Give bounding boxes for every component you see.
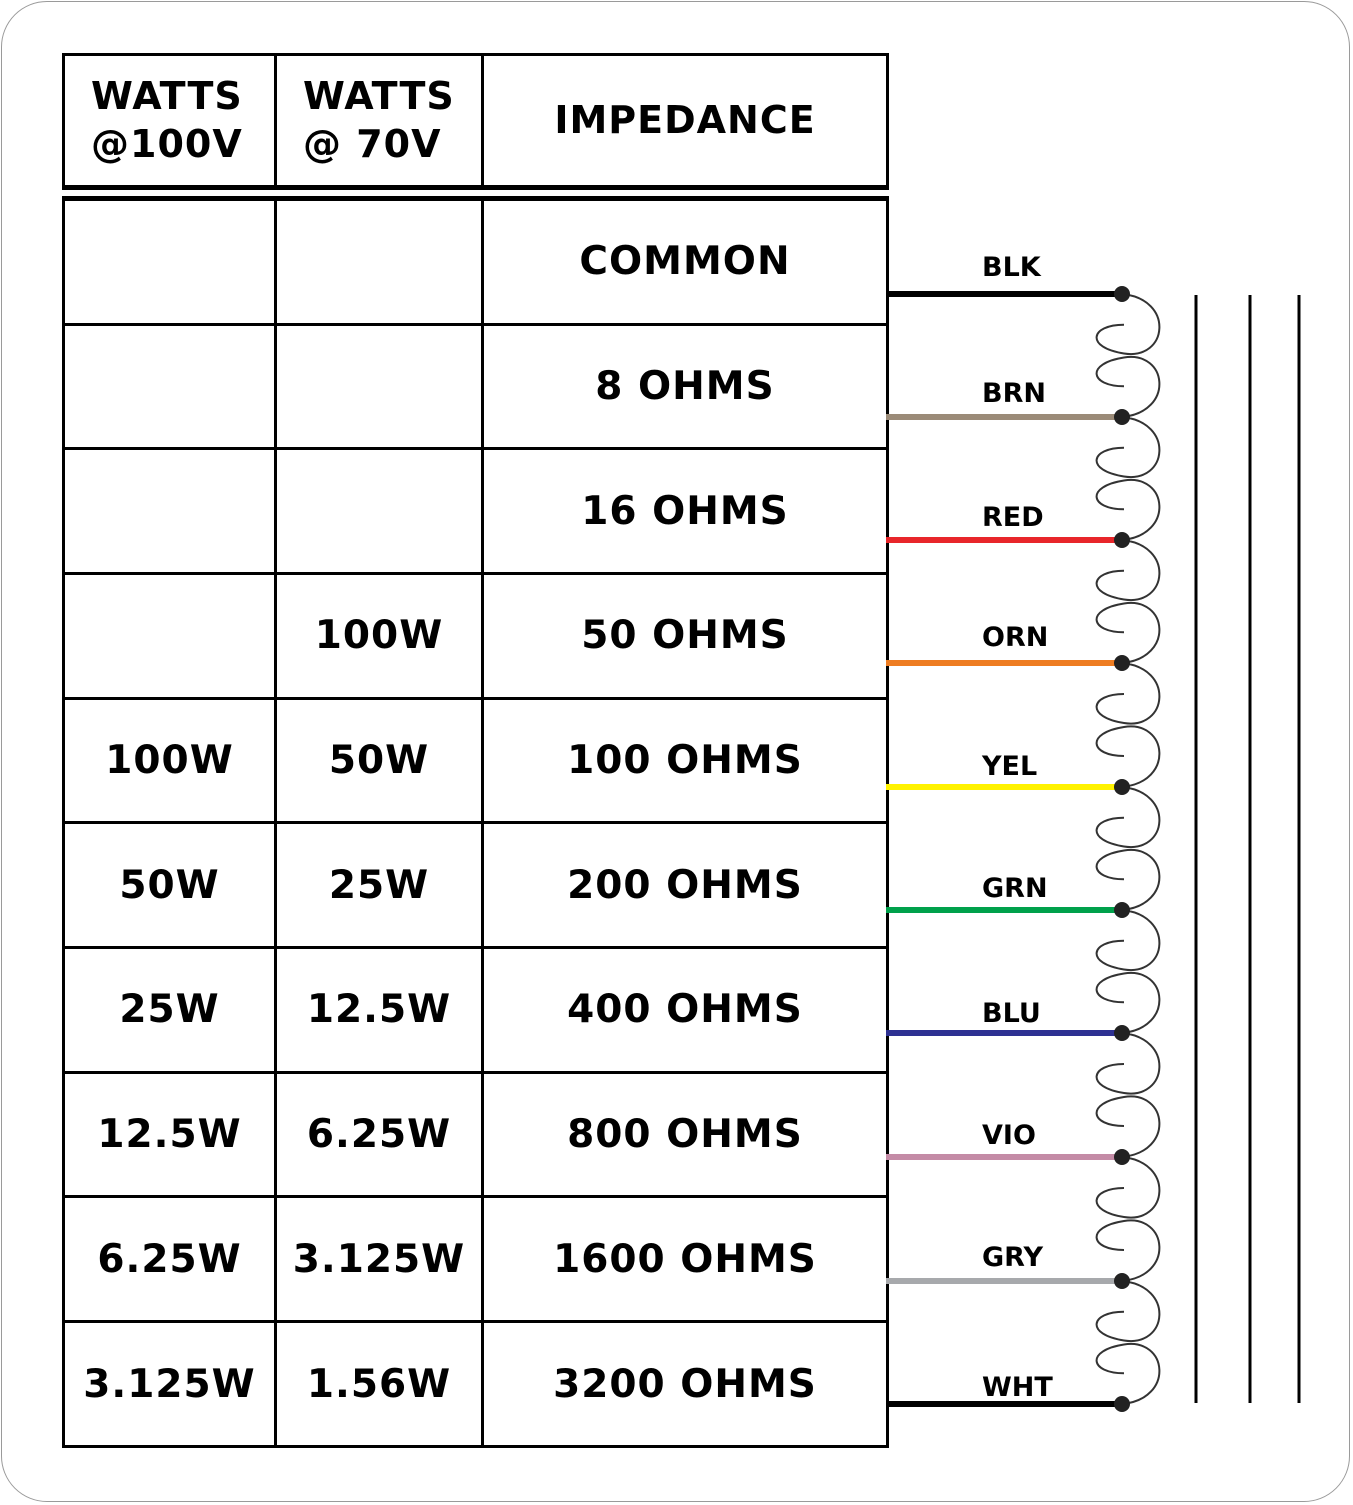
wire-label: GRY bbox=[982, 1242, 1044, 1273]
cell-impedance: 1600 OHMS bbox=[483, 1197, 888, 1322]
terminal-dot bbox=[1114, 902, 1130, 918]
cell-impedance: 50 OHMS bbox=[483, 573, 888, 698]
cell-w100: 100W bbox=[64, 698, 276, 823]
cell-w70: 50W bbox=[276, 698, 483, 823]
cell-w70: 1.56W bbox=[276, 1322, 483, 1447]
cell-impedance: 800 OHMS bbox=[483, 1072, 888, 1197]
cell-w100: 6.25W bbox=[64, 1197, 276, 1322]
wire-label: BRN bbox=[982, 378, 1046, 409]
cell-w70: 6.25W bbox=[276, 1072, 483, 1197]
header-watts-70v-line2: @ 70V bbox=[303, 122, 442, 167]
terminal-dot bbox=[1114, 1149, 1130, 1165]
cell-impedance: COMMON bbox=[483, 193, 888, 324]
terminal-dot bbox=[1114, 779, 1130, 795]
wire-label: BLK bbox=[982, 252, 1041, 283]
transformer-core bbox=[1196, 295, 1299, 1403]
cell-w70: 25W bbox=[276, 823, 483, 948]
cell-impedance: 16 OHMS bbox=[483, 449, 888, 574]
terminal-dot bbox=[1114, 1025, 1130, 1041]
terminal-dot bbox=[1114, 286, 1130, 302]
wire-label: WHT bbox=[982, 1372, 1053, 1403]
cell-w100: 12.5W bbox=[64, 1072, 276, 1197]
terminal-dot bbox=[1114, 409, 1130, 425]
header-watts-100v-line2: @100V bbox=[91, 122, 243, 167]
cell-w100: 25W bbox=[64, 948, 276, 1073]
cell-impedance: 400 OHMS bbox=[483, 948, 888, 1073]
cell-w70: 3.125W bbox=[276, 1197, 483, 1322]
wire-label: GRN bbox=[982, 873, 1048, 904]
transformer-coil bbox=[1097, 294, 1160, 1404]
cell-w70: 100W bbox=[276, 573, 483, 698]
wire-label: RED bbox=[982, 502, 1044, 533]
header-watts-70v-line1: WATTS bbox=[303, 74, 455, 119]
terminal-dot bbox=[1114, 1273, 1130, 1289]
cell-impedance: 8 OHMS bbox=[483, 324, 888, 449]
cell-impedance: 3200 OHMS bbox=[483, 1322, 888, 1447]
header-impedance: IMPEDANCE bbox=[483, 55, 888, 193]
terminal-dot bbox=[1114, 655, 1130, 671]
header-watts-100v-line1: WATTS bbox=[91, 74, 243, 119]
wire-label: BLU bbox=[982, 998, 1041, 1029]
cell-w100: 3.125W bbox=[64, 1322, 276, 1447]
cell-w70: 12.5W bbox=[276, 948, 483, 1073]
wire-label: ORN bbox=[982, 622, 1049, 653]
cell-impedance: 100 OHMS bbox=[483, 698, 888, 823]
terminal-dot bbox=[1114, 532, 1130, 548]
terminal-dot bbox=[1114, 1396, 1130, 1412]
cell-impedance: 200 OHMS bbox=[483, 823, 888, 948]
wire-label: VIO bbox=[982, 1120, 1036, 1151]
tap-wires bbox=[886, 252, 1130, 1412]
cell-w100: 50W bbox=[64, 823, 276, 948]
wire-label: YEL bbox=[982, 751, 1038, 782]
coil-path bbox=[1097, 294, 1160, 1404]
